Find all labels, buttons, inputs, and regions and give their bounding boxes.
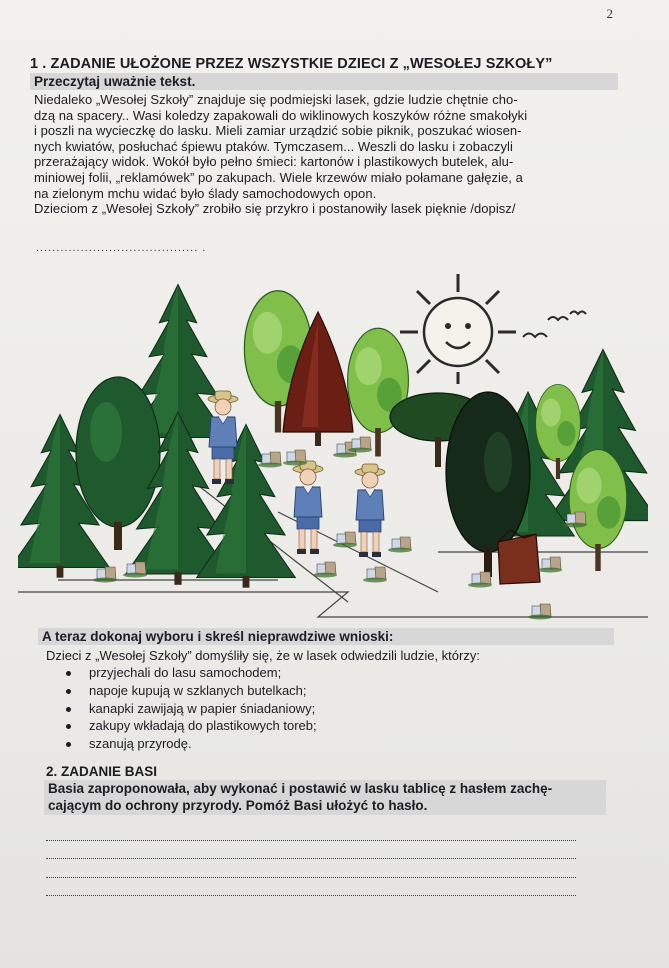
task2-instruction-line: cającym do ochrony przyrody. Pomóż Basi ułożyć to hasło. [48, 797, 428, 813]
answer-line[interactable] [46, 822, 576, 841]
pine-tree [197, 425, 296, 588]
story-text [34, 92, 617, 217]
story-line: miniowej folii, „reklamówek” po zakupach. Wiele krzewów miało połamane gałęzie, a [34, 169, 523, 185]
birds-icon [523, 312, 586, 338]
litter-icon [123, 562, 147, 578]
page-number: 2 [606, 6, 613, 21]
conclusion-item[interactable]: szanują przyrodę. [46, 735, 317, 753]
scout-child [355, 464, 385, 557]
litter-icon [388, 537, 412, 553]
conclusions-list [46, 664, 317, 753]
story-line: nych kwiatów, posłuchać śpiewu ptaków. Tymczasem... Weszli do lasku i zobaczyli [34, 138, 513, 154]
litter-icon [468, 572, 492, 588]
conclusions-lead: Dzieci z „Wesołej Szkoły” domyśliły się, że w lasek odwiedzili ludzie, którzy: [46, 648, 480, 663]
forest-illustration [18, 262, 648, 632]
answer-line[interactable] [46, 841, 576, 860]
conclusion-item[interactable]: zakupy wkładają do plastikowych toreb; [46, 717, 317, 735]
story-line: Dzieciom z „Wesołej Szkoły” zrobiło się przykro i postanowiły lasek pięknie /dopisz/ [34, 201, 516, 217]
task2-title: 2. ZADANIE BASI [46, 764, 158, 779]
task2-instruction [44, 780, 606, 815]
conclusions-instruction: A teraz dokonaj wyboru i skreśl nieprawdziwe wnioski: [38, 628, 614, 645]
sun-icon [400, 274, 516, 384]
answer-line[interactable] [46, 878, 576, 897]
conclusion-item[interactable]: przyjechali do lasu samochodem; [46, 664, 317, 682]
litter-icon [528, 604, 552, 620]
story-line: na zielonym mchu widać było ślady samochodowych opon. [34, 185, 377, 201]
task1-instruction: Przeczytaj uważnie tekst. [30, 73, 618, 90]
leafy-tree [348, 328, 409, 456]
leafy-tree [569, 450, 627, 572]
litter-icon [313, 562, 337, 578]
story-line: przerażający widok. Wokół było pełno śmieci: kartonów i plastikowych butelek, alu- [34, 154, 514, 170]
litter-icon [93, 567, 117, 583]
story-line: Niedaleko „Wesołej Szkoły” znajduje się podmiejski lasek, gdzie ludzie chętnie cho- [34, 92, 518, 107]
scout-child [293, 461, 323, 554]
slogan-answer-area [46, 822, 576, 896]
conclusion-item[interactable]: kanapki zawijają w papier śniadaniowy; [46, 700, 317, 718]
answer-line[interactable] [46, 859, 576, 878]
story-line: i poszli na wycieczkę do lasku. Mieli zamiar urządzić sobie piknik, poszukać wiosen- [34, 123, 522, 139]
story-line: dzą na spacery.. Wasi koledzy zapakowali do wiklinowych koszyków różne smakołyki [34, 107, 528, 123]
fill-in-dots[interactable]: ........................................ . [36, 242, 207, 254]
litter-icon [538, 557, 562, 573]
conclusion-item[interactable]: napoje kupują w szklanych butelkach; [46, 682, 317, 700]
litter-icon [363, 567, 387, 583]
task1-title: 1 . ZADANIE UŁOŻONE PRZEZ WSZYSTKIE DZIECI Z „WESOŁEJ SZKOŁY” [30, 56, 553, 72]
task2-instruction-line: Basia zaproponowała, aby wykonać i postawić w lasku tablicę z hasłem zachę- [48, 781, 553, 796]
litter-icon [283, 450, 307, 466]
litter-icon [333, 532, 357, 548]
